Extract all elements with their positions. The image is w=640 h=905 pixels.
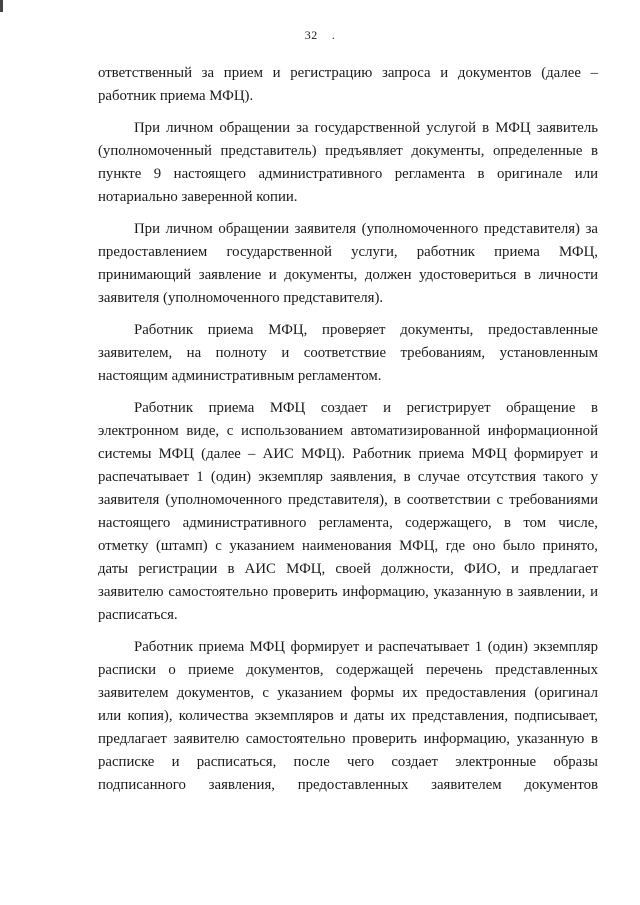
page-number: [0, 28, 640, 43]
paragraph-line: расписки о приеме документов, содержащей перечень представленных: [98, 662, 598, 678]
paragraph-line: (уполномоченный представитель) предъявляет документы, определенные в: [98, 143, 598, 159]
page-number-value: 32: [304, 28, 318, 42]
paragraph-line: работник приема МФЦ).: [98, 88, 254, 104]
paragraph-5: [98, 397, 598, 627]
paragraph-line: При личном обращении заявителя (уполномоченного представителя) за: [134, 221, 598, 237]
paragraph-line: системы МФЦ (далее – АИС МФЦ). Работник приема МФЦ формирует и: [98, 446, 598, 462]
paragraph-line: расписке и расписаться, после чего создает электронные образы: [98, 754, 598, 770]
paragraph-line: или копия), количества экземпляров и даты их представления, подписывает,: [98, 708, 598, 724]
paragraph-line: электронном виде, с использованием автоматизированной информационной: [98, 423, 598, 439]
paragraph-line: предоставлением государственной услуги, работник приема МФЦ,: [98, 244, 598, 260]
paragraph-line: заявителя (уполномоченного представителя), в соответствии с требованиями: [98, 492, 598, 508]
paragraph-line: настоящим административным регламентом.: [98, 368, 382, 384]
paragraph-line: принимающий заявление и документы, должен удостовериться в личности: [98, 267, 598, 283]
paragraph-line: пункте 9 настоящего административного регламента в оригинале или: [98, 166, 598, 182]
paragraph-line: нотариально заверенной копии.: [98, 189, 298, 205]
paragraph-6: [98, 636, 598, 797]
paragraph-line: Работник приема МФЦ, проверяет документы, предоставленные: [134, 322, 598, 338]
paragraph-line: заявителя (уполномоченного представителя).: [98, 290, 384, 306]
paragraph-1: [98, 62, 598, 108]
paragraph-line: расписаться.: [98, 607, 178, 623]
paragraph-line: Работник приема МФЦ создает и регистрирует обращение в: [134, 400, 598, 416]
paragraph-line: даты регистрации в АИС МФЦ, своей должности, ФИО, и предлагает: [98, 561, 598, 577]
paragraph-line: ответственный за прием и регистрацию запроса и документов (далее –: [98, 65, 598, 81]
paragraph-2: [98, 117, 598, 209]
paragraph-line: предлагает заявителю самостоятельно проверить информацию, указанную в: [98, 731, 598, 747]
paragraph-line: При личном обращении за государственной услугой в МФЦ заявитель: [134, 120, 598, 136]
paragraph-line: заявителю самостоятельно проверить информацию, указанную в заявлении, и: [98, 584, 598, 600]
paragraph-line: настоящего административного регламента, содержащего, в том числе,: [98, 515, 598, 531]
scan-edge-mark: [0, 0, 3, 12]
document-body: [98, 62, 598, 806]
paragraph-3: [98, 218, 598, 310]
paragraph-line: заявителем документов, с указанием формы их предоставления (оригинал: [98, 685, 598, 701]
paragraph-line: распечатывает 1 (один) экземпляр заявления, в случае отсутствия такого у: [98, 469, 598, 485]
paragraph-line: Работник приема МФЦ формирует и распечатывает 1 (один) экземпляр: [134, 639, 598, 655]
paragraph-line: подписанного заявления, предоставленных заявителем документов: [98, 777, 598, 793]
paragraph-line: отметку (штамп) с указанием наименования МФЦ, где оно было принято,: [98, 538, 598, 554]
paragraph-4: [98, 319, 598, 388]
page-number-suffix: .: [331, 28, 336, 42]
paragraph-line: заявителем, на полноту и соответствие требованиям, установленным: [98, 345, 598, 361]
